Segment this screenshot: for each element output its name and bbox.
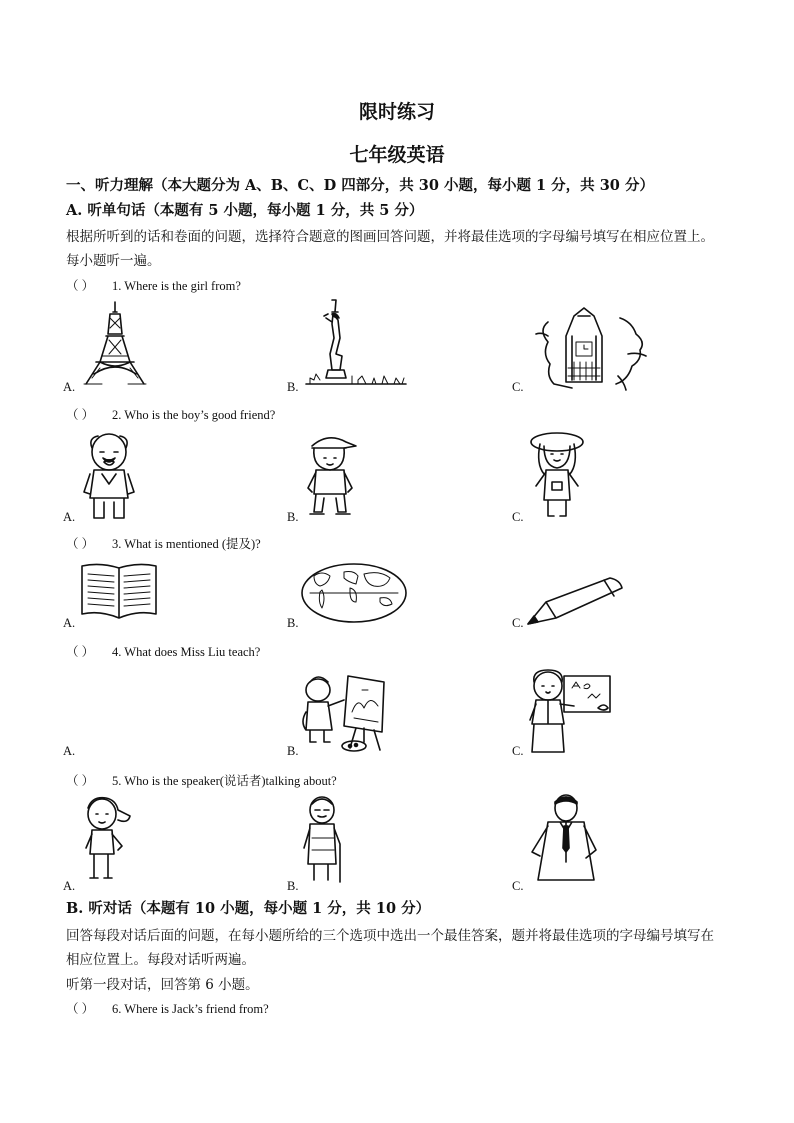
answer-blank[interactable]: （ ） [66, 645, 95, 659]
option-a-label: A. [63, 879, 76, 893]
question-text: 6. Where is Jack’s friend from? [112, 1002, 269, 1016]
question-text: 1. Where is the girl from? [112, 279, 241, 293]
option-b-label: B. [287, 510, 299, 524]
option-b-label: B. [287, 616, 299, 630]
teacher-at-board-image [528, 668, 612, 756]
open-book-image [78, 560, 160, 622]
old-woman-with-cane-image [300, 794, 348, 884]
boy-with-cap-image [300, 432, 360, 522]
question-5 [66, 771, 337, 789]
option-a-label: A. [63, 744, 76, 758]
question-4 [66, 642, 260, 660]
painter-at-easel-image [300, 672, 392, 752]
dialog-intro: 听第一段对话，回答第 6 小题。 [66, 977, 259, 993]
option-c-label: C. [512, 616, 524, 630]
page-subtitle: 七年级英语 [349, 144, 445, 166]
question-text: 4. What does Miss Liu teach? [112, 645, 261, 659]
option-a-label: A. [63, 616, 76, 630]
girl-with-hat-image [528, 430, 586, 522]
part-a-instructions-line2: 每小题听一遍。 [66, 253, 161, 269]
option-b-label: B. [287, 380, 299, 394]
option-c-label: C. [512, 744, 524, 758]
option-b-label: B. [287, 879, 299, 893]
question-3 [66, 534, 261, 552]
answer-blank[interactable]: （ ） [66, 279, 95, 293]
option-a-label: A. [63, 510, 76, 524]
pencil-image [524, 574, 626, 630]
statue-of-liberty-image [302, 298, 410, 388]
man-in-suit-image [528, 792, 604, 884]
part-b-instructions-line1: 回答每段对话后面的问题，在每小题所给的三个选项中选出一个最佳答案，题并将最佳选项的字母编号填写在 [66, 928, 714, 944]
question-text: 5. Who is the speaker(说话者)talking about? [112, 774, 337, 788]
option-a-label: A. [63, 380, 76, 394]
part-a-instructions-line1: 根据所听到的话和卷面的问题，选择符合题意的图画回答问题，并将最佳选项的字母编号填写在相应位置上。 [66, 229, 714, 245]
part-b-heading: B. 听对话（本题有 10 小题，每小题 1 分，共 10 分） [66, 900, 431, 917]
answer-blank[interactable]: （ ） [66, 774, 95, 788]
page-title: 限时练习 [358, 101, 435, 123]
question-text: 2. Who is the boy’s good friend? [112, 408, 276, 422]
answer-blank[interactable]: （ ） [66, 408, 95, 422]
option-c-label: C. [512, 879, 524, 893]
question-text: 3. What is mentioned (提及)? [112, 537, 261, 551]
eiffel-tower-image [80, 300, 150, 386]
answer-blank[interactable]: （ ） [66, 537, 95, 551]
old-man-image [80, 432, 138, 522]
answer-blank[interactable]: （ ） [66, 1002, 95, 1016]
question-1 [66, 276, 241, 294]
young-girl-image [78, 794, 136, 882]
part-a-heading: A. 听单句话（本题有 5 小题，每小题 1 分，共 5 分） [66, 202, 424, 219]
world-map-image [300, 562, 408, 624]
option-c-label: C. [512, 510, 524, 524]
big-ben-image [528, 306, 648, 392]
section-heading: 一、听力理解（本大题分为 A、B、C、D 四部分，共 30 小题，每小题 1 分，共 30 分） [66, 177, 654, 194]
part-b-instructions-line2: 相应位置上。每段对话听两遍。 [66, 952, 255, 968]
option-b-label: B. [287, 744, 299, 758]
question-6 [66, 999, 269, 1017]
question-2 [66, 405, 275, 423]
option-c-label: C. [512, 380, 524, 394]
